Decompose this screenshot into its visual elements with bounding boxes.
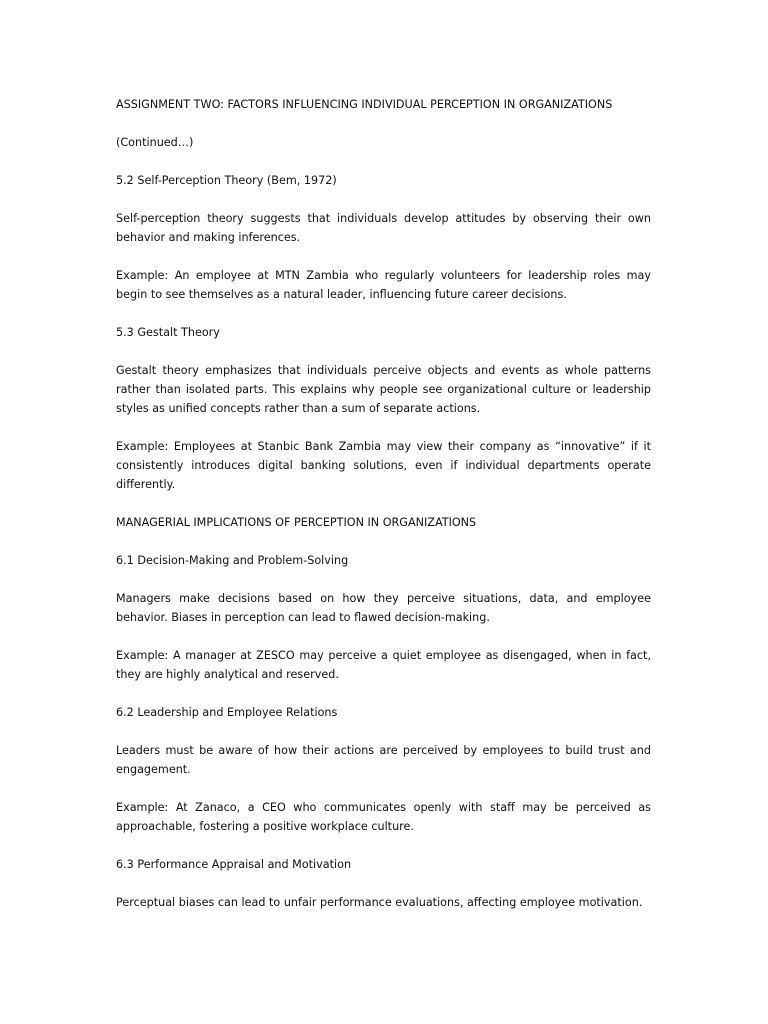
paragraph-example-stanbic: Example: Employees at Stanbic Bank Zambia may view their company as “innovative” if it consistently introduces digital banking solutions, even if individual departments operate differently. xyxy=(116,440,651,491)
paragraph-gestalt: Gestalt theory emphasizes that individuals perceive objects and events as whole patterns rather than isolated parts. This explains why people see organizational culture or leadership styles as unified concepts rather than a sum of separate actions. xyxy=(116,364,651,415)
section-heading-6-2: 6.2 Leadership and Employee Relations xyxy=(116,706,338,719)
section-heading-6-3: 6.3 Performance Appraisal and Motivation xyxy=(116,858,352,871)
paragraph-example-zanaco: Example: At Zanaco, a CEO who communicates openly with staff may be perceived as approachable, fostering a positive workplace culture. xyxy=(116,801,651,833)
paragraph-example-mtn: Example: An employee at MTN Zambia who regularly volunteers for leadership roles may begin to see themselves as a natural leader, influencing future career decisions. xyxy=(116,269,651,301)
continued-note: (Continued…) xyxy=(116,136,194,149)
section-heading-5-2: 5.2 Self-Perception Theory (Bem, 1972) xyxy=(116,174,337,187)
paragraph-decision-making: Managers make decisions based on how they perceive situations, data, and employee behavior. Biases in perception can lead to flawed decision-making. xyxy=(116,592,651,624)
paragraph-leadership: Leaders must be aware of how their actions are perceived by employees to build trust and engagement. xyxy=(116,744,651,776)
document-title: ASSIGNMENT TWO: FACTORS INFLUENCING INDIVIDUAL PERCEPTION IN ORGANIZATIONS xyxy=(116,98,613,111)
paragraph-self-perception: Self-perception theory suggests that individuals develop attitudes by observing their own behavior and making inferences. xyxy=(116,212,651,244)
section-heading-managerial-implications: MANAGERIAL IMPLICATIONS OF PERCEPTION IN ORGANIZATIONS xyxy=(116,516,477,529)
section-heading-6-1: 6.1 Decision-Making and Problem-Solving xyxy=(116,554,349,567)
paragraph-performance-appraisal: Perceptual biases can lead to unfair performance evaluations, affecting employee motivation. xyxy=(116,896,643,909)
paragraph-example-zesco: Example: A manager at ZESCO may perceive a quiet employee as disengaged, when in fact, they are highly analytical and reserved. xyxy=(116,649,651,681)
document-page xyxy=(116,95,651,931)
section-heading-5-3: 5.3 Gestalt Theory xyxy=(116,326,220,339)
